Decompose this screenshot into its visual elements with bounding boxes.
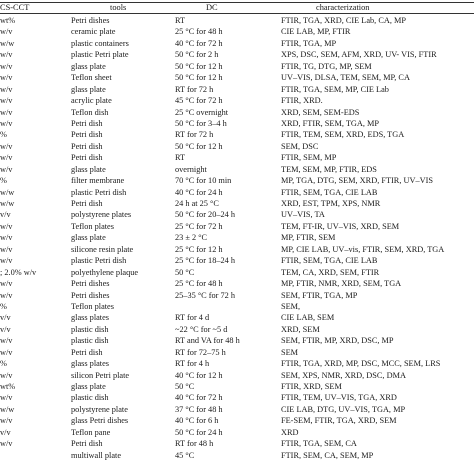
tools-cell: Teflon pane [71,427,111,437]
tools-cell: Petri dish [71,347,103,357]
table-row [0,107,474,118]
tools-cell: acrylic plate [71,96,112,106]
tools-cell: glass plate [71,233,106,243]
tools-cell: polyethylene plaque [71,267,139,277]
table-row [0,175,474,186]
characterization-cell: XRD, SEM, SEM-EDS [281,107,360,117]
table-row [0,84,474,95]
characterization-cell: XRD [281,427,299,437]
characterization-cell: FTIR, TEM, UV–VIS, TGA, XRD [281,393,397,403]
dc-cell: 50 °C for 12 h [175,73,223,83]
header-cs-cct: CS-CCT [0,3,30,12]
table-row [0,358,474,369]
cs-cct-cell: w/v [0,336,13,346]
dc-cell: RT for 48 h [175,439,214,449]
characterization-cell: FTIR, XRD, SEM [281,382,342,391]
tools-cell: plastic dish [71,393,109,403]
tools-cell: plastic Petri dish [71,256,127,266]
characterization-cell: FE-SEM, FTIR, TGA, XRD, SEM [281,416,397,426]
cs-cct-cell: w/v [0,439,13,449]
characterization-cell: XRD, EST, TPM, XPS, NMR [281,199,381,208]
dc-cell: RT for 4 d [175,313,210,323]
tools-cell: polystyrene plate [71,404,128,414]
characterization-cell: MP, FTIR, SEM [281,233,336,243]
cs-cct-cell: w/w [0,187,15,197]
table-row [0,141,474,152]
tools-cell: ceramic plate [71,27,116,37]
characterization-cell: FTIR, TGA, MP [281,38,337,48]
table-row [0,221,474,232]
dc-cell: RT [175,153,186,163]
cs-cct-cell: wt% [0,382,16,391]
characterization-cell: CIE LAB, SEM [281,313,335,323]
header-characterization: characterization [316,3,370,12]
cs-cct-cell: w/v [0,290,13,300]
tools-cell: plastic Petri plate [71,50,129,60]
cs-cct-cell: w/v [0,141,13,151]
table-row [0,312,474,323]
cs-cct-cell: w/w [0,404,15,414]
dc-cell: RT for 72 h [175,84,214,94]
tools-cell: Petri dish [71,153,103,163]
characterization-cell: MP, TGA, DTG, SEM, XRD, FTIR, UV–VIS [281,176,433,186]
table-row [0,450,474,461]
tools-cell: Petri dish [71,141,103,151]
cs-cct-cell: w/v [0,73,13,83]
cs-cct-cell: w/v [0,27,13,37]
table-row [0,129,474,140]
table-row [0,198,474,209]
tools-cell: Petri dish [71,118,103,128]
tools-cell: Teflon dish [71,107,109,117]
table-row [0,267,474,278]
characterization-cell: SEM, [281,301,301,311]
table-row [0,335,474,346]
dc-cell: 25 °C for 48 h [175,279,223,289]
characterization-cell: FTIR, SEM, CA, SEM, MP [281,450,374,460]
header-tools: tools [110,3,127,12]
cs-cct-cell: w/v [0,50,13,60]
characterization-cell: CIE LAB, MP, FTIR [281,27,351,37]
table-row [0,152,474,163]
characterization-cell: XRD, SEM [281,324,320,334]
tools-cell: glass Petri dishes [71,416,129,426]
table-row [0,255,474,266]
table-row [0,290,474,301]
tools-cell: Teflon sheet [71,73,112,83]
cs-cct-cell: w/v [0,347,13,357]
table-row [0,404,474,415]
table-row [0,347,474,358]
dc-cell: 45 °C [175,450,195,460]
dc-cell: ~22 °C for ~5 d [175,324,228,334]
table-row [0,72,474,83]
characterization-cell: UV–VIS, DLSA, TEM, SEM, MP, CA [281,73,410,83]
table-body [0,15,474,461]
tools-cell: Petri dish [71,199,103,208]
characterization-cell: FTIR, SEM, TGA, CIE LAB [281,187,378,197]
dc-cell: 50 °C for 12 h [175,141,223,151]
cs-cct-cell: w/v [0,61,13,71]
tools-cell: Teflon plates [71,221,114,231]
cs-cct-cell: % [0,176,7,186]
dc-cell: 40 °C for 72 h [175,393,223,403]
characterization-cell: FTIR, TG, DTG, MP, SEM [281,61,372,71]
cs-cct-cell: w/v [0,118,13,128]
cs-cct-cell: w/v [0,164,13,174]
characterization-cell: SEM, FTIR, MP, XRD, DSC, MP [281,336,394,346]
cs-cct-cell: % [0,359,7,369]
tools-cell: silicone resin plate [71,244,134,254]
table-row [0,438,474,449]
cs-cct-cell: w/w [0,38,15,48]
table-row [0,61,474,72]
cs-cct-cell: % [0,301,7,311]
table-row [0,187,474,198]
characterization-cell: MP, CIE LAB, UV–vis, FTIR, SEM, XRD, TGA [281,244,445,254]
tools-cell: silicon Petri plate [71,370,130,380]
dc-cell: 40 °C for 24 h [175,187,223,197]
table-header-rule [0,13,474,14]
tools-cell: plastic dish [71,324,109,334]
tools-cell: plastic Petri dish [71,187,127,197]
table-row [0,38,474,49]
cs-cct-cell: w/v [0,244,13,254]
table-row [0,164,474,175]
characterization-cell: FTIR, SEM, TGA, CIE LAB [281,256,378,266]
dc-cell: RT and VA for 48 h [175,336,240,346]
characterization-cell: FTIR, TGA, SEM, CA [281,439,357,449]
tools-cell: plastic dish [71,336,109,346]
characterization-cell: SEM, DSC [281,141,319,151]
dc-cell: RT [175,16,186,25]
characterization-cell: FTIR, TEM, SEM, XRD, EDS, TGA [281,130,405,140]
dc-cell: 50 °C for 12 h [175,61,223,71]
table-row [0,49,474,60]
table-row [0,15,474,26]
cs-cct-cell: w/v [0,233,13,243]
dc-cell: 25 °C for 12 h [175,244,223,254]
cs-cct-cell: % [0,130,7,140]
tools-cell: Petri dishes [71,279,110,289]
characterization-cell: TEM, SEM, MP, FTIR, EDS [281,164,377,174]
table-row [0,392,474,403]
dc-cell: 45 °C for 72 h [175,96,223,106]
cs-cct-cell: v/v [0,210,11,220]
dc-cell: 50 °C [175,267,195,277]
tools-cell: Petri dish [71,130,103,140]
table-row [0,95,474,106]
dc-cell: overnight [175,164,207,174]
dc-cell: 25 °C overnight [175,107,229,117]
tools-cell: polystyrene plates [71,210,132,220]
cs-cct-cell: w/v [0,279,13,289]
characterization-cell: TEM, CA, XRD, SEM, FTIR [281,267,380,277]
tools-cell: Petri dishes [71,16,110,25]
cs-cct-cell: ; 2.0% w/v [0,267,37,277]
dc-cell: 40 °C for 72 h [175,38,223,48]
table-row [0,232,474,243]
cs-cct-cell: w/v [0,416,13,426]
cs-cct-cell: w/w [0,199,15,208]
dc-cell: 40 °C for 6 h [175,416,219,426]
tools-cell: glass plate [71,84,106,94]
tools-cell: Petri dish [71,439,103,449]
dc-cell: 24 h at 25 °C [175,199,219,208]
dc-cell: 50 °C for 24 h [175,427,223,437]
characterization-cell: CIE LAB, DTG, UV–VIS, TGA, MP [281,404,406,414]
table-row [0,370,474,381]
cs-cct-cell: w/v [0,393,13,403]
cs-cct-cell: w/v [0,221,13,231]
dc-cell: 25–35 °C for 72 h [175,290,236,300]
tools-cell: glass plates [71,313,110,323]
cs-cct-cell: w/v [0,107,13,117]
dc-cell: RT for 4 h [175,359,210,369]
cs-cct-cell: w/v [0,96,13,106]
cs-cct-cell: w/v [0,370,13,380]
tools-cell: glass plate [71,164,106,174]
dc-cell: 50 °C for 2 h [175,50,219,60]
dc-cell: 70 °C for 10 min [175,176,232,186]
table-row [0,26,474,37]
characterization-cell: SEM, FTIR, TGA, MP [281,290,358,300]
table-row [0,427,474,438]
table-row [0,301,474,312]
dc-cell: 25 °C for 48 h [175,27,223,37]
table-row [0,278,474,289]
tools-cell: Petri dishes [71,290,110,300]
dc-cell: RT for 72 h [175,130,214,140]
table-row [0,209,474,220]
characterization-cell: TEM, FT-IR, UV–VIS, XRD, SEM [281,221,400,231]
dc-cell: 50 °C for 20–24 h [175,210,236,220]
table-row [0,415,474,426]
table-row [0,381,474,392]
characterization-cell: XRD, FTIR, SEM, TGA, MP [281,118,380,128]
cs-cct-cell: v/v [0,324,11,334]
characterization-cell: MP, FTIR, NMR, XRD, SEM, TGA [281,279,402,289]
cs-cct-cell: wt% [0,16,16,25]
dc-cell: 40 °C for 12 h [175,370,223,380]
header-dc: DC [206,3,218,12]
tools-cell: glass plates [71,359,110,369]
characterization-cell: FTIR, SEM, MP [281,153,337,163]
cs-cct-cell: w/v [0,153,13,163]
dc-cell: 50 °C [175,382,195,391]
characterization-cell: SEM [281,347,299,357]
tools-cell: Teflon plates [71,301,114,311]
characterization-cell: SEM, XPS, NMR, XRD, DSC, DMA [281,370,406,380]
characterization-cell: FTIR, TGA, XRD, MP, DSC, MCC, SEM, LRS [281,359,441,369]
table-row [0,118,474,129]
tools-cell: glass plate [71,61,106,71]
table-row [0,324,474,335]
dc-cell: 25 °C for 18–24 h [175,256,236,266]
dc-cell: 50 °C for 3–4 h [175,118,227,128]
cs-cct-cell: v/v [0,313,11,323]
characterization-cell: XPS, DSC, SEM, AFM, XRD, UV- VIS, FTIR [281,50,437,60]
tools-cell: plastic containers [71,38,129,48]
dc-cell: RT for 72–75 h [175,347,226,357]
dc-cell: 23 ± 2 °C [175,233,208,243]
tools-cell: glass plate [71,382,106,391]
cs-cct-cell: w/v [0,84,13,94]
tools-cell: multiwall plate [71,450,122,460]
cs-cct-cell: v/v [0,427,11,437]
tools-cell: filter membrane [71,176,125,186]
characterization-cell: UV–VIS, TA [281,210,325,220]
characterization-cell: FTIR, XRD. [281,96,323,106]
dc-cell: 37 °C for 48 h [175,404,223,414]
table-row [0,244,474,255]
characterization-cell: FTIR, TGA, XRD, CIE Lab, CA, MP [281,16,406,25]
dc-cell: 25 °C for 72 h [175,221,223,231]
cs-cct-cell: w/v [0,256,13,266]
characterization-cell: FTIR, TGA, SEM, MP, CIE Lab [281,84,389,94]
table-top-rule [0,2,474,3]
